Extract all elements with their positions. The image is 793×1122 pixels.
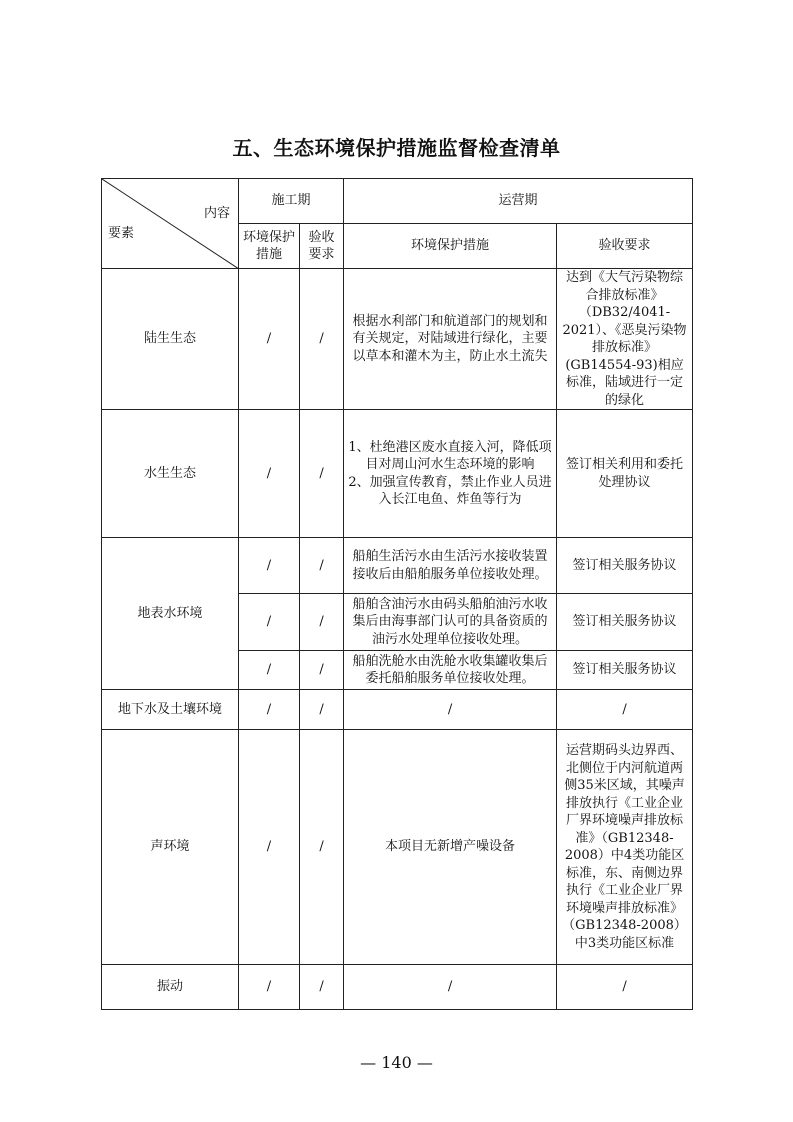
construction-measures-cell: /	[239, 538, 300, 594]
construction-measures-cell: /	[239, 690, 300, 730]
table-row	[102, 269, 693, 410]
construction-measures-cell: /	[239, 730, 300, 965]
table-row	[102, 538, 693, 594]
operation-acceptance-cell: 运营期码头边界西、北侧位于内河航道两侧35米区域，其噪声排放执行《工业企业厂界环境噪声排放标准》（GB12348-2008）中4类功能区标准，东、南侧边界执行《工业企业厂界环境噪声排放标准》（GB12348-2008）中3类功能区标准	[557, 730, 693, 965]
element-cell: 声环境	[102, 730, 239, 965]
construction-acceptance-cell: /	[300, 269, 344, 410]
page-title: 五、生态环境保护措施监督检查清单	[232, 136, 561, 160]
table-row	[102, 730, 693, 965]
table-row	[102, 965, 693, 1010]
construction-measures-header: 环境保护措施	[239, 224, 300, 269]
construction-acceptance-header: 验收要求	[300, 224, 344, 269]
operation-acceptance-header: 验收要求	[557, 224, 693, 269]
operation-acceptance-cell: 签订相关利用和委托处理协议	[557, 410, 693, 538]
operation-acceptance-cell: 签订相关服务协议	[557, 651, 693, 690]
operation-acceptance-cell: /	[557, 690, 693, 730]
construction-acceptance-cell: /	[300, 651, 344, 690]
construction-measures-cell: /	[239, 965, 300, 1010]
operation-acceptance-cell: 签订相关服务协议	[557, 538, 693, 594]
construction-period-header: 施工期	[239, 179, 344, 224]
operation-measures-cell: 船舶生活污水由生活污水接收装置接收后由船舶服务单位接收处理。	[344, 538, 557, 594]
construction-acceptance-cell: /	[300, 965, 344, 1010]
construction-acceptance-cell: /	[300, 538, 344, 594]
operation-measures-cell: 根据水利部门和航道部门的规划和有关规定，对陆域进行绿化，主要以草本和灌木为主，防止水土流失	[344, 269, 557, 410]
operation-measures-cell: 船舶洗舱水由洗舱水收集罐收集后委托船舶服务单位接收处理。	[344, 651, 557, 690]
operation-acceptance-cell: /	[557, 965, 693, 1010]
operation-period-header: 运营期	[344, 179, 693, 224]
construction-measures-cell: /	[239, 594, 300, 651]
operation-acceptance-cell: 签订相关服务协议	[557, 594, 693, 651]
operation-measures-header: 环境保护措施	[344, 224, 557, 269]
corner-element-label: 要素	[108, 225, 135, 241]
construction-acceptance-cell: /	[300, 730, 344, 965]
construction-acceptance-cell: /	[300, 410, 344, 538]
measure-item: 2、加强宣传教育，禁止作业人员进入长江电鱼、炸鱼等行为	[348, 474, 552, 507]
operation-measures-cell: /	[344, 690, 557, 730]
table-row	[102, 410, 693, 538]
element-cell: 地下水及土壤环境	[102, 690, 239, 730]
construction-measures-cell: /	[239, 410, 300, 538]
page-number: — 140 —	[360, 1053, 433, 1072]
checklist-table	[101, 178, 693, 1010]
corner-header-cell	[102, 179, 239, 269]
operation-measures-cell: 船舶含油污水由码头船舶油污水收集后由海事部门认可的具备资质的油污水处理单位接收处理。	[344, 594, 557, 651]
construction-acceptance-cell: /	[300, 594, 344, 651]
operation-acceptance-cell: 达到《大气污染物综合排放标准》（DB32/4041-2021）、《恶臭污染物排放标准》(GB14554-93)相应标准，陆域进行一定的绿化	[557, 269, 693, 410]
element-cell: 振动	[102, 965, 239, 1010]
element-cell: 水生生态	[102, 410, 239, 538]
operation-measures-cell	[344, 410, 557, 538]
operation-measures-cell: /	[344, 965, 557, 1010]
table-row	[102, 690, 693, 730]
element-cell: 地表水环境	[102, 538, 239, 690]
element-cell: 陆生生态	[102, 269, 239, 410]
measure-item: 1、杜绝港区废水直接入河，降低项目对周山河水生态环境的影响	[348, 439, 552, 472]
construction-acceptance-cell: /	[300, 690, 344, 730]
construction-measures-cell: /	[239, 651, 300, 690]
operation-measures-cell: 本项目无新增产噪设备	[344, 730, 557, 965]
construction-measures-cell: /	[239, 269, 300, 410]
corner-content-label: 内容	[203, 206, 230, 221]
